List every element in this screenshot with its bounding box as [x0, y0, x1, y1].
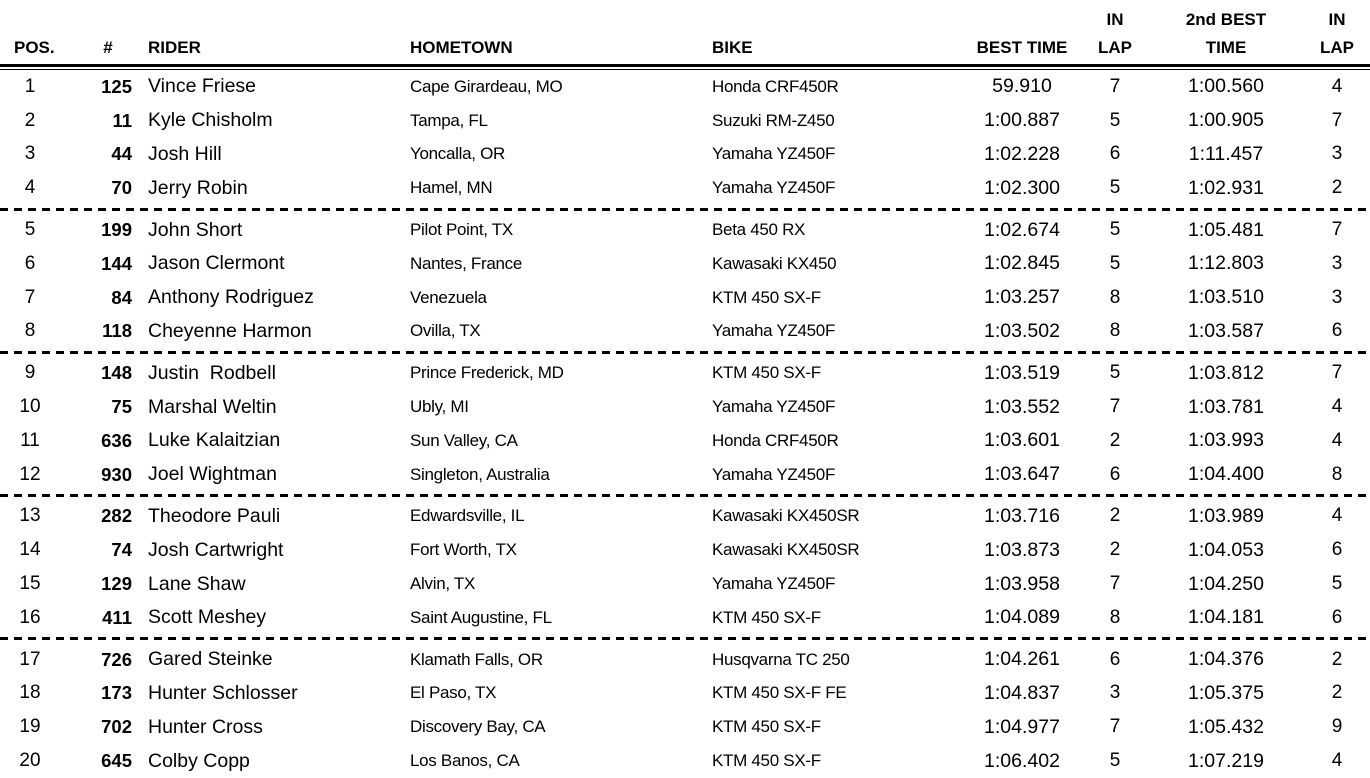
- table-row: [0, 213, 1370, 247]
- column-header-in-lap-line1: IN: [1106, 10, 1124, 29]
- bike-cell: Yamaha YZ450F: [712, 178, 836, 198]
- second-best-lap-cell: 3: [1331, 252, 1343, 274]
- best-time-lap-cell: 6: [1109, 143, 1121, 165]
- hometown-cell: El Paso, TX: [410, 683, 497, 703]
- position-cell: 10: [19, 396, 41, 418]
- second-best-time-cell: 1:04.376: [1188, 648, 1264, 671]
- rider-name-cell: Colby Copp: [148, 749, 250, 772]
- rider-number-cell: 702: [101, 716, 132, 738]
- column-header-in-lap-2-line2: LAP: [1320, 38, 1354, 57]
- column-header-bike-line1: [712, 6, 962, 34]
- position-cell: 1: [24, 75, 36, 97]
- table-header: [0, 0, 1370, 70]
- column-header-best-time: [962, 6, 1082, 62]
- position-cell: 9: [24, 362, 36, 384]
- best-time-cell: 1:04.977: [984, 715, 1060, 738]
- position-cell: 19: [19, 716, 41, 738]
- bike-cell: KTM 450 SX-F: [712, 751, 821, 771]
- rider-number-cell: 645: [101, 750, 132, 772]
- table-row: [0, 247, 1370, 281]
- second-best-time-cell: 1:04.250: [1188, 572, 1264, 595]
- hometown-cell: Nantes, France: [410, 253, 523, 273]
- rider-number-cell: 75: [111, 396, 132, 418]
- table-row: [0, 356, 1370, 390]
- second-best-time-cell: 1:05.481: [1188, 218, 1264, 241]
- rider-name-cell: Gared Steinke: [148, 648, 273, 671]
- position-cell: 18: [19, 682, 41, 704]
- second-best-lap-cell: 7: [1331, 362, 1343, 384]
- second-best-lap-cell: 7: [1331, 219, 1343, 241]
- column-header-second-best-time-line1: 2nd BEST: [1185, 10, 1267, 29]
- column-header-pos-line2: POS.: [14, 38, 55, 57]
- rider-name-cell: Vince Friese: [148, 75, 257, 98]
- best-time-cell: 1:03.519: [984, 361, 1060, 384]
- table-row: [0, 677, 1370, 711]
- column-header-hometown-line1: [410, 6, 712, 34]
- second-best-lap-cell: 4: [1331, 750, 1343, 772]
- rider-name-cell: Joel Wightman: [148, 463, 277, 486]
- table-row: [0, 315, 1370, 349]
- second-best-time-cell: 1:03.812: [1188, 361, 1264, 384]
- second-best-time-cell: 1:00.560: [1188, 75, 1264, 98]
- rider-number-cell: 726: [101, 648, 132, 670]
- column-header-hometown: [410, 6, 712, 62]
- position-cell: 15: [19, 573, 41, 595]
- bike-cell: Honda CRF450R: [712, 76, 839, 96]
- bike-cell: KTM 450 SX-F: [712, 363, 821, 383]
- rider-number-cell: 282: [101, 505, 132, 527]
- column-header-bike-line2: BIKE: [712, 38, 753, 57]
- best-time-cell: 1:02.228: [984, 142, 1060, 165]
- second-best-time-cell: 1:03.989: [1188, 504, 1264, 527]
- second-best-time-cell: 1:12.803: [1188, 252, 1264, 275]
- bike-cell: Husqvarna TC 250: [712, 649, 850, 669]
- column-header-rider-line1: [148, 6, 410, 34]
- bike-cell: KTM 450 SX-F: [712, 287, 821, 307]
- rider-number-cell: 636: [101, 429, 132, 451]
- rider-number-cell: 44: [111, 143, 132, 165]
- group-separator: [0, 348, 1370, 356]
- rider-name-cell: Kyle Chisholm: [148, 109, 273, 132]
- table-row: [0, 281, 1370, 315]
- table-row: [0, 710, 1370, 744]
- rider-name-cell: Jason Clermont: [148, 252, 285, 275]
- rider-name-cell: Josh Cartwright: [148, 538, 284, 561]
- position-cell: 11: [20, 429, 40, 451]
- hometown-cell: Klamath Falls, OR: [410, 649, 543, 669]
- best-time-lap-cell: 5: [1109, 362, 1121, 384]
- position-cell: 3: [24, 143, 36, 165]
- position-cell: 7: [24, 286, 36, 308]
- header-rule-thick: [0, 64, 1370, 67]
- hometown-cell: Ovilla, TX: [410, 321, 481, 341]
- best-time-lap-cell: 5: [1109, 177, 1121, 199]
- rider-name-cell: Theodore Pauli: [148, 504, 281, 527]
- position-cell: 8: [24, 320, 36, 342]
- column-header-rider-line2: RIDER: [148, 38, 201, 57]
- column-header-in-lap-2-line1: IN: [1328, 10, 1346, 29]
- second-best-time-cell: 1:03.993: [1188, 429, 1264, 452]
- best-time-lap-cell: 7: [1109, 396, 1121, 418]
- bike-cell: Kawasaki KX450: [712, 253, 837, 273]
- table-row: [0, 601, 1370, 635]
- column-header-in-lap: [1082, 6, 1148, 62]
- bike-cell: Kawasaki KX450SR: [712, 506, 860, 526]
- best-time-lap-cell: 8: [1109, 286, 1121, 308]
- second-best-lap-cell: 2: [1331, 177, 1343, 199]
- second-best-time-cell: 1:04.181: [1188, 606, 1264, 629]
- column-header-best-time-line1: [962, 6, 1082, 34]
- best-time-lap-cell: 3: [1109, 682, 1121, 704]
- rider-name-cell: Lane Shaw: [148, 572, 246, 595]
- column-header-in-lap-line2: LAP: [1098, 38, 1132, 57]
- table-row: [0, 533, 1370, 567]
- hometown-cell: Hamel, MN: [410, 178, 493, 198]
- rider-number-cell: 74: [111, 539, 132, 561]
- second-best-lap-cell: 3: [1331, 143, 1343, 165]
- hometown-cell: Alvin, TX: [410, 574, 476, 594]
- position-cell: 12: [19, 463, 41, 485]
- second-best-lap-cell: 6: [1331, 320, 1343, 342]
- best-time-lap-cell: 2: [1109, 505, 1121, 527]
- rider-name-cell: Hunter Cross: [148, 715, 263, 738]
- rider-name-cell: Anthony Rodriguez: [148, 286, 314, 309]
- second-best-time-cell: 1:04.400: [1188, 463, 1264, 486]
- column-header-pos-line1: [14, 6, 60, 34]
- hometown-cell: Saint Augustine, FL: [410, 607, 552, 627]
- position-cell: 4: [24, 177, 36, 199]
- best-time-cell: 1:04.261: [984, 648, 1060, 671]
- hometown-cell: Prince Frederick, MD: [410, 363, 564, 383]
- column-header-bike: [712, 6, 962, 62]
- best-time-lap-cell: 8: [1109, 606, 1121, 628]
- group-separator: [0, 492, 1370, 500]
- hometown-cell: Tampa, FL: [410, 110, 488, 130]
- best-time-cell: 1:04.837: [984, 681, 1060, 704]
- bike-cell: Yamaha YZ450F: [712, 574, 836, 594]
- second-best-lap-cell: 4: [1331, 396, 1343, 418]
- column-header-best-time-line2: BEST TIME: [976, 38, 1068, 57]
- bike-cell: KTM 450 SX-F: [712, 607, 821, 627]
- table-row: [0, 567, 1370, 601]
- best-time-lap-cell: 5: [1109, 219, 1121, 241]
- bike-cell: Beta 450 RX: [712, 220, 806, 240]
- best-time-lap-cell: 7: [1109, 716, 1121, 738]
- position-cell: 13: [19, 505, 41, 527]
- rider-number-cell: 129: [101, 573, 132, 595]
- best-time-cell: 1:02.845: [984, 252, 1060, 275]
- position-cell: 6: [24, 252, 36, 274]
- second-best-lap-cell: 4: [1331, 505, 1343, 527]
- best-time-cell: 1:03.958: [984, 572, 1060, 595]
- best-time-cell: 1:03.716: [984, 504, 1060, 527]
- best-time-lap-cell: 6: [1109, 648, 1121, 670]
- rider-name-cell: Cheyenne Harmon: [148, 319, 312, 342]
- rider-number-cell: 173: [101, 682, 132, 704]
- best-time-cell: 1:00.887: [984, 109, 1060, 132]
- column-header-number-line2: #: [103, 38, 113, 57]
- best-time-cell: 1:04.089: [984, 606, 1060, 629]
- rider-number-cell: 199: [101, 219, 132, 241]
- second-best-time-cell: 1:02.931: [1188, 176, 1264, 199]
- table-row: [0, 171, 1370, 205]
- second-best-time-cell: 1:11.457: [1188, 142, 1264, 165]
- best-time-cell: 1:03.552: [984, 395, 1060, 418]
- best-time-cell: 1:03.502: [984, 319, 1060, 342]
- second-best-time-cell: 1:00.905: [1188, 109, 1264, 132]
- table-row: [0, 70, 1370, 104]
- table-row: [0, 744, 1370, 778]
- rider-name-cell: Jerry Robin: [148, 176, 248, 199]
- rider-name-cell: Luke Kalaitzian: [148, 429, 281, 452]
- column-header-second-best-time-line2: TIME: [1205, 38, 1247, 57]
- second-best-time-cell: 1:03.781: [1188, 395, 1264, 418]
- rider-number-cell: 118: [102, 320, 132, 342]
- column-header-pos: [0, 6, 60, 62]
- best-time-lap-cell: 7: [1109, 573, 1121, 595]
- column-header-number-line1: [78, 6, 138, 34]
- rider-name-cell: John Short: [148, 218, 243, 241]
- table-row: [0, 390, 1370, 424]
- table-row: [0, 104, 1370, 138]
- second-best-lap-cell: 6: [1331, 606, 1343, 628]
- best-time-cell: 1:03.601: [984, 429, 1060, 452]
- bike-cell: KTM 450 SX-F FE: [712, 683, 847, 703]
- second-best-lap-cell: 4: [1331, 75, 1343, 97]
- best-time-cell: 1:02.674: [984, 218, 1060, 241]
- second-best-time-cell: 1:03.510: [1188, 286, 1264, 309]
- best-time-cell: 1:03.873: [984, 538, 1060, 561]
- rider-number-cell: 930: [101, 463, 132, 485]
- column-header-hometown-line2: HOMETOWN: [410, 38, 513, 57]
- hometown-cell: Cape Girardeau, MO: [410, 76, 563, 96]
- rider-number-cell: 70: [111, 177, 132, 199]
- second-best-lap-cell: 7: [1331, 109, 1343, 131]
- column-header-rider: [138, 6, 410, 62]
- position-cell: 20: [19, 750, 41, 772]
- rider-name-cell: Marshal Weltin: [148, 395, 277, 418]
- bike-cell: Honda CRF450R: [712, 430, 839, 450]
- rider-name-cell: Hunter Schlosser: [148, 681, 298, 704]
- table-body: [0, 70, 1370, 778]
- hometown-cell: Singleton, Australia: [410, 464, 550, 484]
- second-best-lap-cell: 4: [1331, 429, 1343, 451]
- second-best-lap-cell: 6: [1331, 539, 1343, 561]
- rider-number-cell: 84: [111, 286, 132, 308]
- hometown-cell: Venezuela: [410, 287, 487, 307]
- position-cell: 5: [24, 219, 36, 241]
- second-best-time-cell: 1:03.587: [1188, 319, 1264, 342]
- bike-cell: Yamaha YZ450F: [712, 144, 836, 164]
- best-time-cell: 1:03.257: [984, 286, 1060, 309]
- bike-cell: Yamaha YZ450F: [712, 397, 836, 417]
- best-time-lap-cell: 2: [1109, 429, 1121, 451]
- best-time-lap-cell: 6: [1109, 463, 1121, 485]
- second-best-time-cell: 1:04.053: [1188, 538, 1264, 561]
- bike-cell: Yamaha YZ450F: [712, 321, 836, 341]
- second-best-lap-cell: 8: [1331, 463, 1343, 485]
- rider-name-cell: Justin Rodbell: [148, 361, 276, 384]
- table-row: [0, 458, 1370, 492]
- best-time-lap-cell: 5: [1109, 109, 1121, 131]
- best-time-lap-cell: 5: [1109, 750, 1121, 772]
- best-time-cell: 1:03.647: [984, 463, 1060, 486]
- rider-number-cell: 148: [101, 362, 132, 384]
- position-cell: 14: [19, 539, 41, 561]
- column-header-second-best-time: [1148, 6, 1304, 62]
- best-time-cell: 59.910: [992, 75, 1052, 98]
- best-time-lap-cell: 8: [1109, 320, 1121, 342]
- hometown-cell: Sun Valley, CA: [410, 430, 518, 450]
- table-row: [0, 424, 1370, 458]
- bike-cell: Kawasaki KX450SR: [712, 540, 860, 560]
- rider-number-cell: 125: [101, 75, 132, 97]
- position-cell: 16: [19, 606, 41, 628]
- group-separator: [0, 635, 1370, 643]
- table-row: [0, 138, 1370, 172]
- best-time-cell: 1:02.300: [984, 176, 1060, 199]
- hometown-cell: Yoncalla, OR: [410, 144, 505, 164]
- best-time-lap-cell: 2: [1109, 539, 1121, 561]
- hometown-cell: Edwardsville, IL: [410, 506, 525, 526]
- rider-number-cell: 144: [101, 252, 132, 274]
- hometown-cell: Pilot Point, TX: [410, 220, 513, 240]
- table-row: [0, 643, 1370, 677]
- second-best-lap-cell: 2: [1331, 648, 1343, 670]
- rider-name-cell: Josh Hill: [148, 142, 222, 165]
- position-cell: 2: [24, 109, 36, 131]
- rider-name-cell: Scott Meshey: [148, 606, 267, 629]
- hometown-cell: Discovery Bay, CA: [410, 717, 546, 737]
- second-best-lap-cell: 9: [1331, 716, 1343, 738]
- second-best-time-cell: 1:07.219: [1188, 749, 1264, 772]
- hometown-cell: Ubly, MI: [410, 397, 469, 417]
- best-time-lap-cell: 5: [1109, 252, 1121, 274]
- rider-number-cell: 411: [102, 606, 132, 628]
- second-best-lap-cell: 3: [1331, 286, 1343, 308]
- table-row: [0, 500, 1370, 534]
- bike-cell: Yamaha YZ450F: [712, 464, 836, 484]
- hometown-cell: Fort Worth, TX: [410, 540, 517, 560]
- bike-cell: Suzuki RM-Z450: [712, 110, 835, 130]
- rider-number-cell: 11: [112, 109, 132, 131]
- column-header-number: [60, 6, 138, 62]
- hometown-cell: Los Banos, CA: [410, 751, 520, 771]
- second-best-time-cell: 1:05.432: [1188, 715, 1264, 738]
- second-best-time-cell: 1:05.375: [1188, 681, 1264, 704]
- group-separator: [0, 205, 1370, 213]
- column-header-in-lap-2: [1304, 6, 1370, 62]
- bike-cell: KTM 450 SX-F: [712, 717, 821, 737]
- best-time-lap-cell: 7: [1109, 75, 1121, 97]
- second-best-lap-cell: 5: [1331, 573, 1343, 595]
- best-time-cell: 1:06.402: [984, 749, 1060, 772]
- second-best-lap-cell: 2: [1331, 682, 1343, 704]
- position-cell: 17: [19, 648, 41, 670]
